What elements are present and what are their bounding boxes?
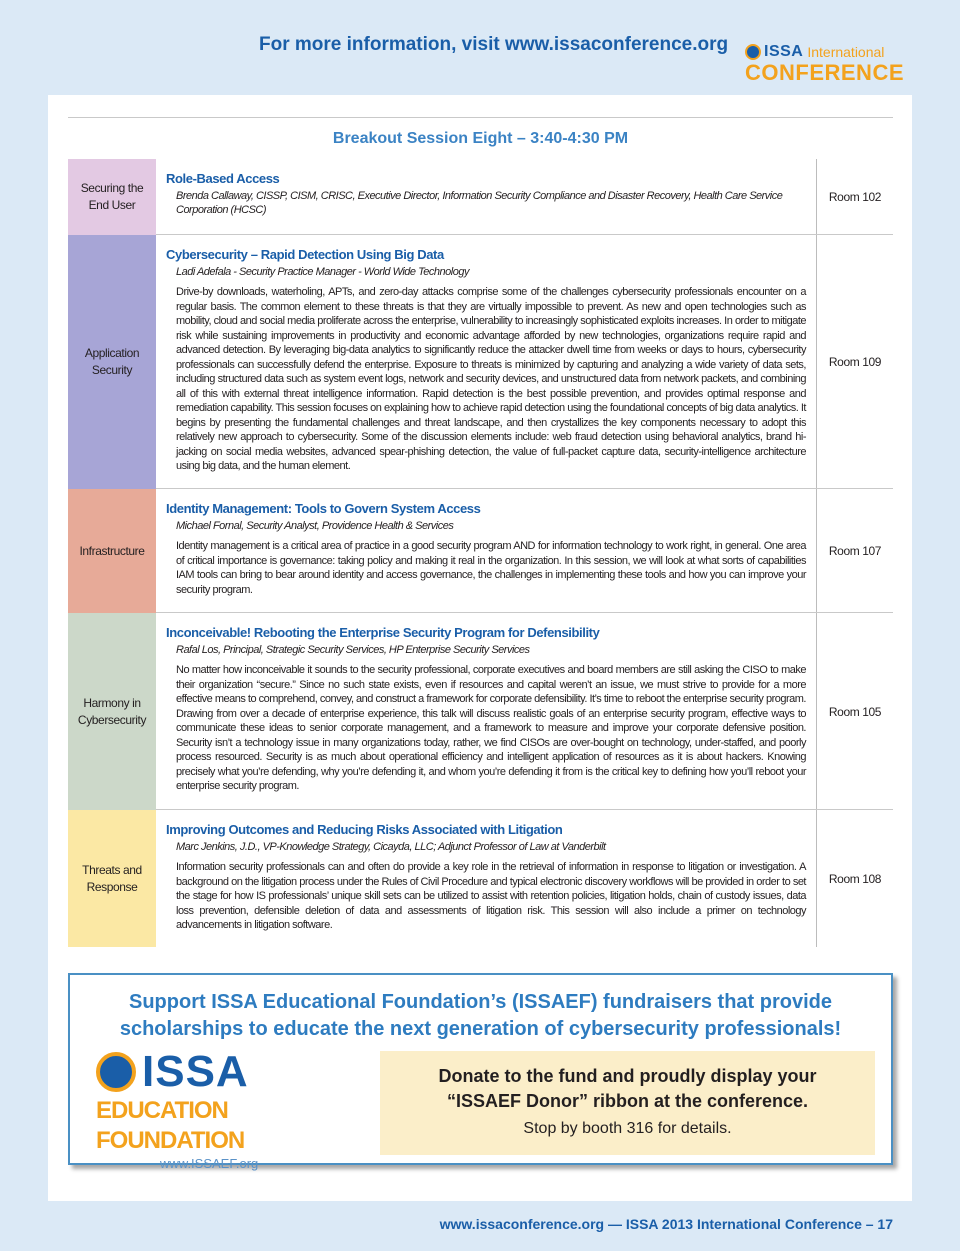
donate-booth: Stop by booth 316 for details.	[523, 1120, 732, 1137]
session-talk-title: Identity Management: Tools to Govern System Access	[166, 501, 481, 516]
room-label: Room 107	[816, 489, 893, 613]
session-talk-title: Cybersecurity – Rapid Detection Using Big Data	[166, 247, 444, 262]
session-speaker: Marc Jenkins, J.D., VP-Knowledge Strategy, Cicayda, LLC; Adjunct Professor of Law at Vanderbilt	[176, 841, 606, 853]
session-speaker: Brenda Callaway, CISSP, CISM, CRISC, Executive Director, Information Security Compliance and Disaster Recovery, Health Care Service Corporation (HCSC)	[176, 190, 783, 216]
session-title: Breakout Session Eight – 3:40-4:30 PM	[332, 130, 629, 147]
donate-box	[380, 1051, 875, 1155]
session-description: Information security professionals can and often do provide a key role in the retrieval of information in response to litigation or investigation. A background on the litigation process under the Rules of Civil Procedure and typical electronic discovery workflows will be provided in order to set the stage for how IS professionals’ unique skill sets can be utilized to assist with retention policies, litigation holds, chain of custody issues, data loss prevention, defensible deletion of data and assessments of litigation risk. This session will also include a primer on technology advancements in litigation software.	[176, 861, 806, 931]
footer: www.issaconference.org — ISSA 2013 International Conference – 17	[439, 1216, 893, 1232]
session-talk-title: Role-Based Access	[166, 171, 280, 186]
session-body	[166, 159, 806, 235]
session-body	[166, 489, 806, 613]
donate-line: “ISSAEF Donor” ribbon at the conference.	[446, 1091, 809, 1111]
foundation-url[interactable]: www.ISSAEF.org	[160, 1156, 259, 1171]
category-label: Securing the End User	[68, 159, 156, 235]
promo-headline-line: scholarships to educate the next generation of cybersecurity professionals!	[119, 1018, 842, 1040]
logo-international: International	[807, 44, 885, 60]
session-speaker: Rafal Los, Principal, Strategic Security Services, HP Enterprise Security Services	[176, 644, 530, 656]
session-body	[166, 613, 806, 810]
globe-icon	[745, 44, 761, 60]
promo-headline-line: Support ISSA Educational Foundation’s (ISSAEF) fundraisers that provide	[128, 991, 832, 1013]
divider	[68, 117, 893, 118]
session-speaker: Michael Fornal, Security Analyst, Providence Health & Services	[176, 520, 454, 532]
session-description: Identity management is a critical area of practice in a good security program AND for information technology to work right, in general. One area of critical importance is governance: taking policy and making it real in the organization. In this session, we will look at what sorts of capabilities IAM tools can bring to bear around identity and access governance, the challenges in implementing these tools and how you can improve your security program.	[176, 540, 806, 596]
globe-icon	[96, 1052, 136, 1092]
category-label: Threats and Response	[68, 810, 156, 947]
donate-line: Donate to the fund and proudly display your	[438, 1066, 817, 1086]
promo-box	[68, 973, 893, 1171]
category-label: Infrastructure	[68, 489, 156, 613]
session-body	[166, 235, 806, 489]
logo-conference: CONFERENCE	[745, 60, 905, 85]
session-row	[68, 489, 893, 613]
session-description: Drive-by downloads, waterholing, APTs, and zero-day attacks comprise some of the challenges cybersecurity professionals encounter on a regular basis. The common element to these threats is that they are virtually impossible to prevent. As new and open technologies such as mobility, cloud and social media proliferate across the enterprise, vulnerability to increasingly sophisticated exploits increases. In order to mitigate risk while sustaining improvements in productivity and economic advantage afforded by new technologies, organizations require rapid and advanced detection. By leveraging big-data analytics to significantly reduce the attacker dwell time from weeks or days to hours, cybersecurity professionals can successfully defend the enterprise. Exposure to threats is minimized by capturing and analyzing a wide variety of data sets, including structured data such as system event logs, network and security devices, and unstructured data from network packets, and combining all of this with external threat intelligence information. Rapid detection is the best possible prevention, and provides optimal response and remediation capability. This session focuses on explaining how to achieve rapid detection using the foundational concepts of big data analytics. It begins by presenting the fundamental challenges and threat landscape, and then crystallizes the key components necessary to adopt this relatively new approach to cybersecurity. Some of the discussion elements include: web fraud detection using behavioral analytics, brand hi-jacking on social media websites, advanced spear-phishing detection, the value of full-packet capture data, security-intelligence architecture using big data, and the human element.	[176, 286, 806, 472]
session-talk-title: Inconceivable! Rebooting the Enterprise Security Program for Defensibility	[166, 625, 600, 640]
conference-logo	[745, 42, 930, 84]
category-label: Harmony in Cybersecurity	[68, 613, 156, 810]
room-label: Room 105	[816, 613, 893, 810]
session-row	[68, 613, 893, 810]
session-description: No matter how inconceivable it sounds to the security professional, corporate executives and board members are still asking the CISO to make their organization “secure.” Since no such state exists, even if resources and capital weren’t an issue, we must strive to provide for a more effective means to comprehend, convey, and construct a framework for corporate defensibility. It’s time to reboot the enterprise security program. Drawing from over a decade of enterprise experience, this talk will discuss realistic goals of an enterprise security program, effective ways to communicate these ideas to senior corporate management, and a framework to measure and improve your corporate defensive position. Security isn’t a technology issue in many organizations today, rather, we find CISOs are over-bought on technology, under-staffed, and poorly process resourced. Security is as much about operational efficiency and intelligent application of resources as it is about hackers. Knowing precisely what you’re defending, why you’re defending it, and whom you’re defending it from is the critical key to defining how you’ll reboot your enterprise security program.	[176, 664, 806, 792]
room-label: Room 108	[816, 810, 893, 947]
header-info: For more information, visit www.issaconference.org	[259, 34, 729, 55]
foundation-logo-issa: ISSA	[142, 1047, 249, 1096]
session-speaker: Ladi Adefala - Security Practice Manager - World Wide Technology	[176, 266, 469, 278]
session-body	[166, 810, 806, 947]
room-label: Room 102	[816, 159, 893, 235]
promo-headline	[70, 989, 891, 1043]
session-row	[68, 159, 893, 235]
foundation-logo	[96, 1047, 366, 1171]
session-row	[68, 810, 893, 947]
logo-issa: ISSA	[764, 43, 804, 60]
foundation-logo-name: EDUCATION FOUNDATION	[96, 1097, 245, 1154]
session-row	[68, 235, 893, 489]
room-label: Room 109	[816, 235, 893, 489]
session-talk-title: Improving Outcomes and Reducing Risks Associated with Litigation	[166, 822, 563, 837]
category-label: Application Security	[68, 235, 156, 489]
